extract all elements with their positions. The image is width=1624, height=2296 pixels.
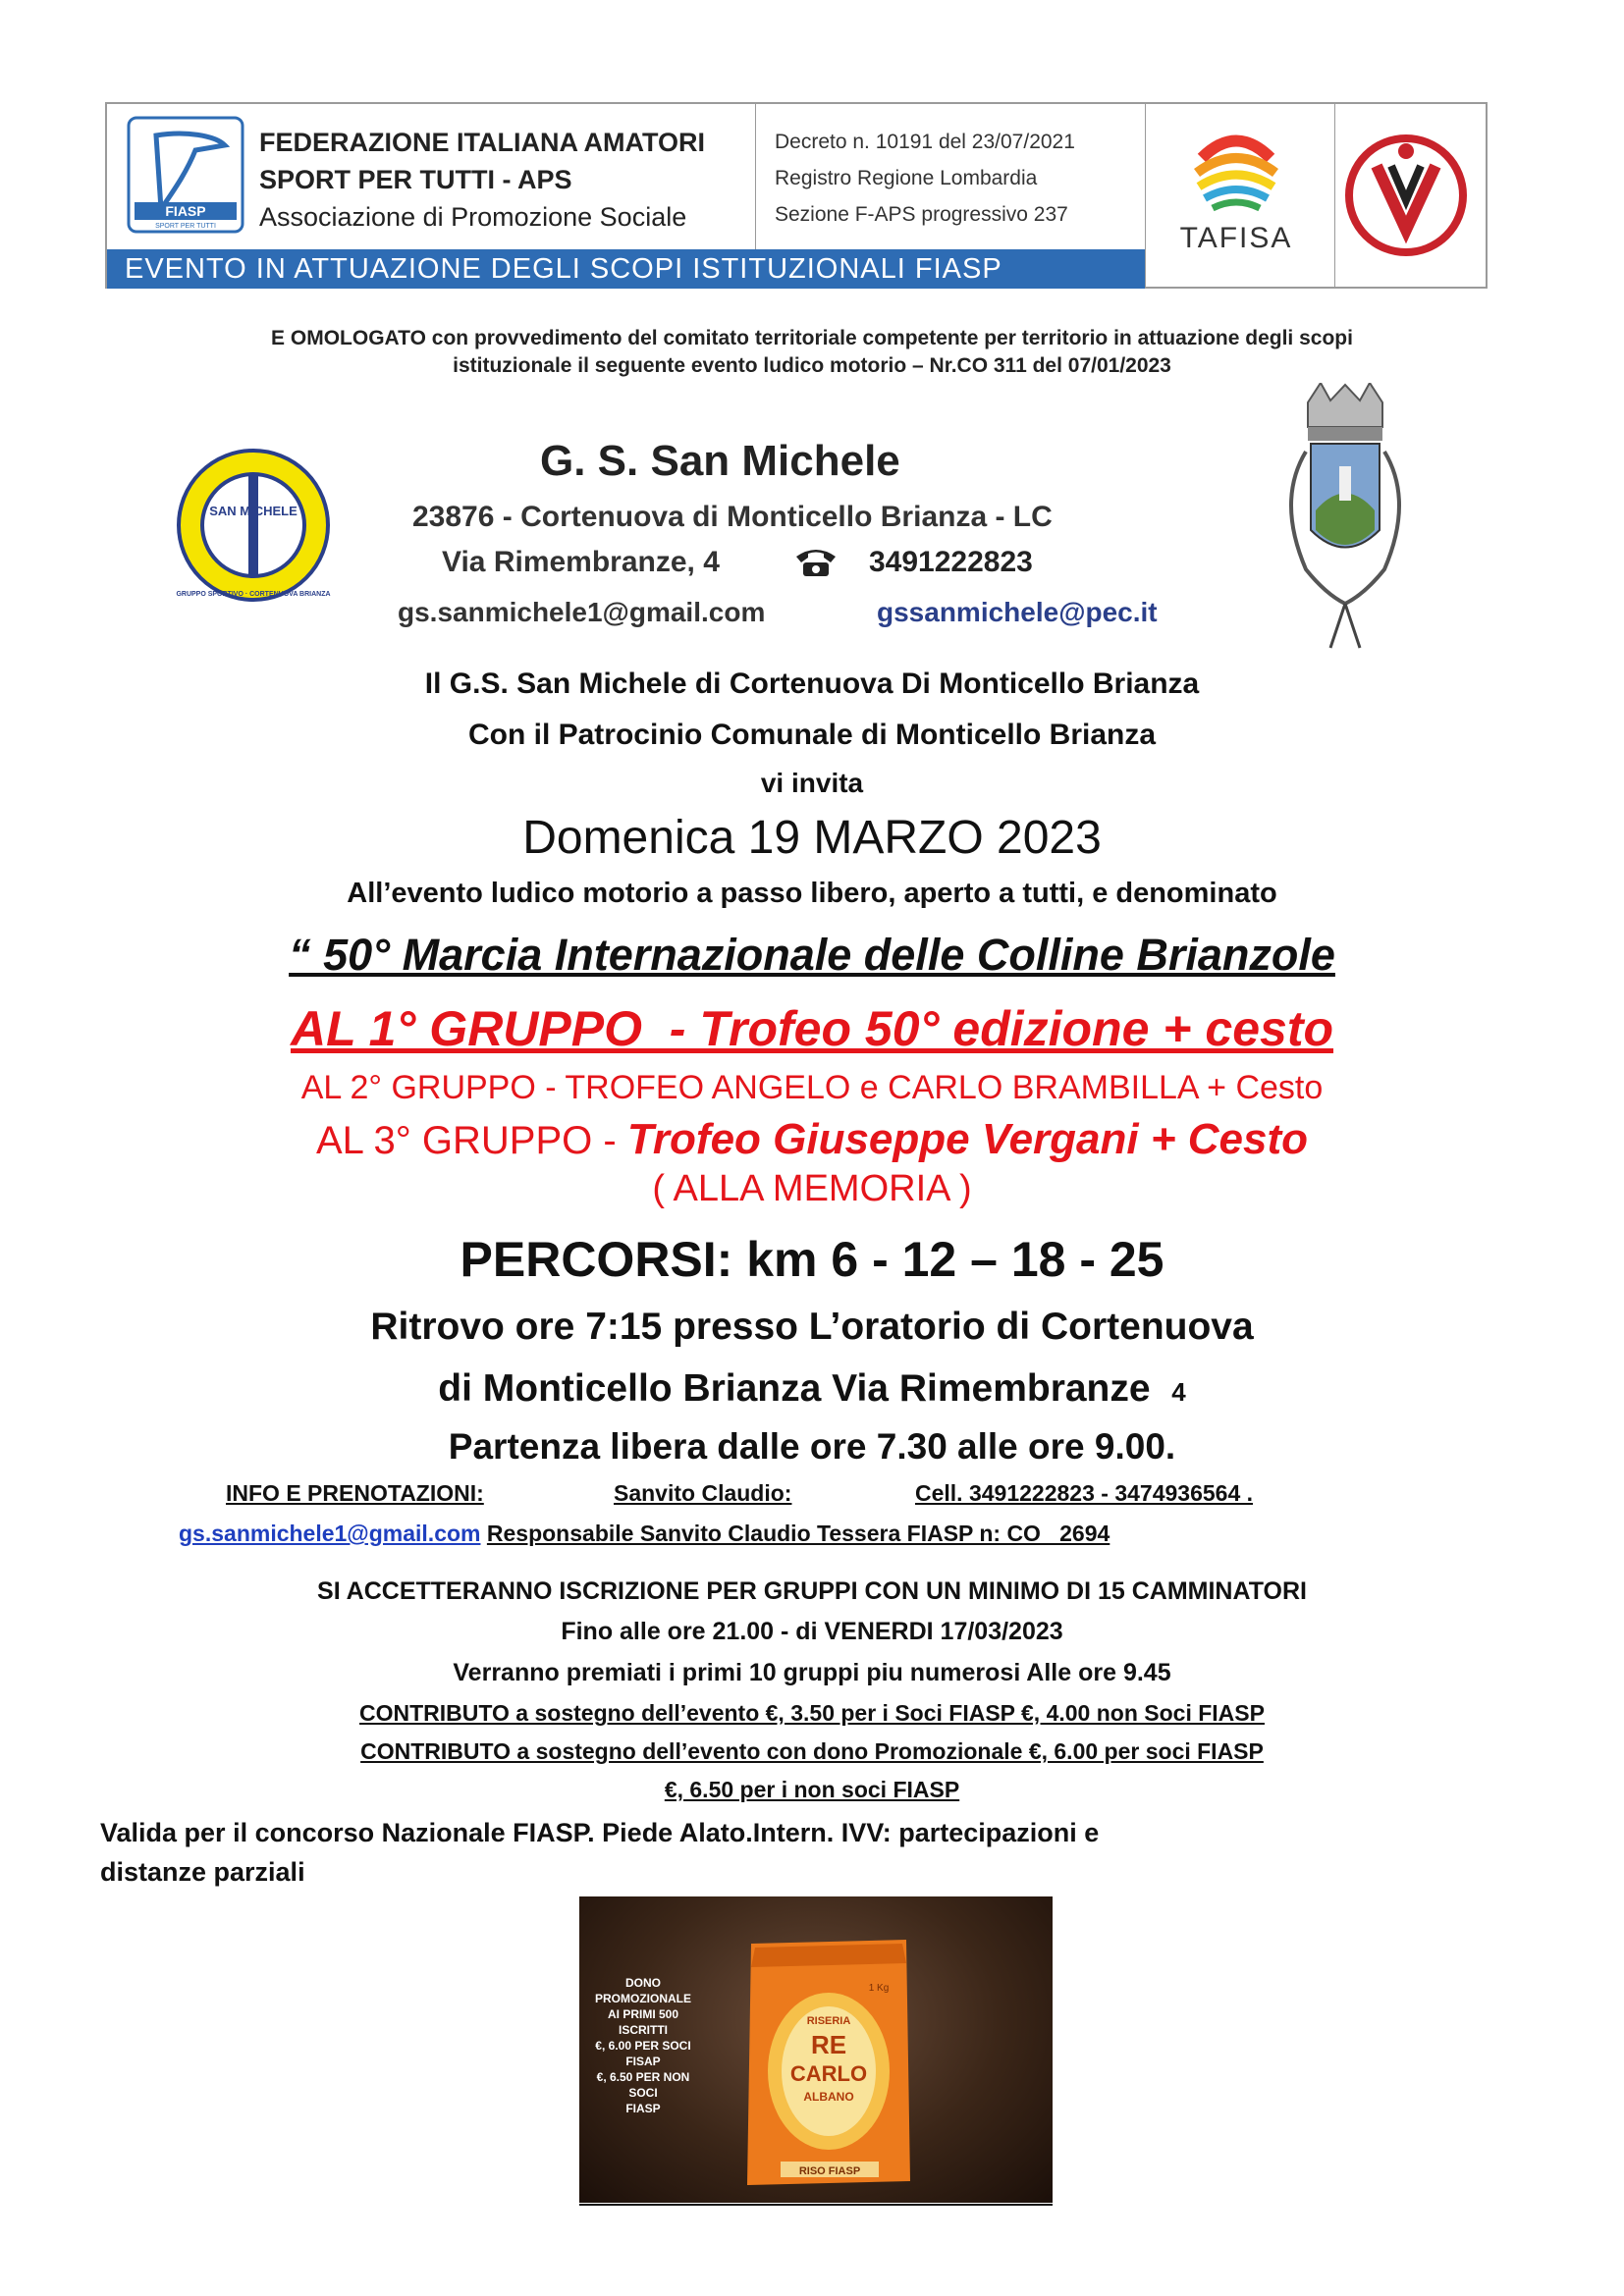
decree-line-3: Sezione F-APS progressivo 237 — [775, 203, 1068, 226]
svg-text:ALBANO: ALBANO — [803, 2090, 854, 2104]
promo-text-line: AI PRIMI 500 ISCRITTI — [607, 2007, 679, 2037]
omologato-line-2: istituzionale il seguente evento ludico motorio – Nr.CO 311 del 07/01/2023 — [453, 354, 1171, 377]
svg-text:1 Kg: 1 Kg — [868, 1983, 890, 1994]
svg-text:RISERIA: RISERIA — [806, 2015, 851, 2027]
memoria-note: ( ALLA MEMORIA ) — [652, 1168, 972, 1209]
meeting-point: Ritrovo ore 7:15 presso L’oratorio di Cortenuova — [370, 1306, 1254, 1348]
header-banner — [105, 102, 1488, 289]
event-date: Domenica 19 MARZO 2023 — [522, 812, 1102, 864]
promo-text-line: FISAP — [625, 2055, 661, 2068]
decree-line-1: Decreto n. 10191 del 23/07/2021 — [775, 131, 1075, 153]
promo-photo-text — [584, 1975, 702, 2116]
club-pec[interactable]: gssanmichele@pec.it — [877, 597, 1158, 627]
municipal-coat-of-arms — [1267, 383, 1424, 658]
groups-notice: SI ACCETTERANNO ISCRIZIONE PER GRUPPI CON UN MINIMO DI 15 CAMMINATORI — [317, 1577, 1307, 1605]
svg-text:CARLO: CARLO — [789, 2061, 868, 2086]
route-distances: PERCORSI: km 6 - 12 – 18 - 25 — [460, 1232, 1164, 1287]
registration-deadline: Fino alle ore 21.00 - di VENERDI 17/03/2023 — [561, 1618, 1063, 1645]
promo-text-line: €, 6.00 PER SOCI — [595, 2039, 691, 2053]
info-cell: Cell. 3491222823 - 3474936564 . — [915, 1480, 1254, 1506]
decree-info — [775, 124, 1075, 233]
club-title: G. S. San Michele — [540, 437, 900, 485]
invite-line-2: Con il Patrocinio Comunale di Monticello Brianza — [467, 719, 1157, 751]
contribution-2: CONTRIBUTO a sostegno dell’evento con dono Promozionale €, 6.00 per soci FIASP — [360, 1738, 1264, 1764]
federation-name — [259, 124, 705, 236]
tafisa-icon — [1148, 104, 1325, 222]
invite-line-4: All’evento ludico motorio a passo libero, aperto a tutti, e denominato — [347, 878, 1277, 909]
ivv-logo — [1342, 122, 1470, 269]
valid-line-2: distanze parziali — [100, 1857, 305, 1887]
prize-group-1: AL 1° GRUPPO_- Trofeo 50° edizione + cesto — [290, 1001, 1334, 1056]
prize-group-3-trophy: Trofeo Giuseppe Vergani + Cesto — [626, 1115, 1308, 1163]
club-street: Via Rimembranze, 4 — [442, 546, 720, 578]
photo-underline — [579, 2204, 1053, 2206]
invite-line-3: vi invita — [760, 768, 864, 798]
contribution-1: CONTRIBUTO a sostegno dell’evento €, 3.50 per i Soci FIASP €, 4.00 non Soci FIASP — [359, 1700, 1265, 1726]
meeting-address — [0, 1367, 1624, 1411]
prize-ceremony: Verranno premiati i primi 10 gruppi piu numerosi Alle ore 9.45 — [453, 1659, 1171, 1686]
decree-line-2: Registro Regione Lombardia — [775, 167, 1038, 189]
info-contact: Sanvito Claudio: — [614, 1480, 792, 1506]
promo-text-line: PROMOZIONALE — [595, 1992, 691, 2005]
federation-line-1: FEDERAZIONE ITALIANA AMATORI — [259, 128, 705, 157]
contribution-3: €, 6.50 per i non soci FIASP — [664, 1777, 960, 1802]
svg-text:RE: RE — [810, 2030, 847, 2059]
club-email[interactable]: gs.sanmichele1@gmail.com — [398, 597, 766, 627]
federation-line-2: SPORT PER TUTTI - APS — [259, 165, 572, 194]
svg-text:GRUPPO SPORTIVO · CORTENUOVA B: GRUPPO SPORTIVO · CORTENUOVA BRIANZA — [176, 591, 331, 598]
event-name: “ 50° Marcia Internazionale delle Colline Brianzole — [289, 930, 1335, 980]
svg-text:FIASP: FIASP — [165, 203, 206, 219]
svg-text:SAN MICHELE: SAN MICHELE — [209, 504, 298, 518]
prize-group-3-prefix: AL 3° GRUPPO - — [316, 1119, 627, 1162]
promo-photo — [579, 1896, 1053, 2203]
start-time: Partenza libera dalle ore 7.30 alle ore 9.00. — [448, 1426, 1176, 1467]
info-label: INFO E PRENOTAZIONI: — [226, 1480, 484, 1506]
federation-line-3: Associazione di Promozione Sociale — [259, 202, 687, 232]
promo-text-line: €, 6.50 PER NON SOCI — [596, 2070, 690, 2100]
prize-group-2: AL 2° GRUPPO - TROFEO ANGELO e CARLO BRAMBILLA + Cesto — [300, 1069, 1324, 1106]
club-logo — [175, 447, 332, 604]
prize-group-3 — [0, 1115, 1624, 1164]
tafisa-logo — [1148, 104, 1325, 287]
info-email-link[interactable]: gs.sanmichele1@gmail.com — [179, 1521, 481, 1546]
club-phone: 3491222823 — [869, 546, 1033, 578]
promo-text-line: FIASP — [625, 2102, 661, 2115]
invite-line-1: Il G.S. San Michele di Cortenuova Di Monticello Brianza — [424, 667, 1200, 700]
info-line-2 — [179, 1521, 1110, 1547]
svg-text:RISO FIASP: RISO FIASP — [798, 2165, 861, 2177]
promo-text-line: DONO — [625, 1976, 661, 1990]
institutional-banner: EVENTO IN ATTUAZIONE DEGLI SCOPI ISTITUZIONALI FIASP — [107, 249, 1145, 289]
tafisa-label: TAFISA — [1179, 222, 1293, 254]
telephone-icon — [793, 543, 839, 578]
meeting-street-number: 4 — [1171, 1377, 1186, 1407]
svg-text:SPORT PER TUTTI: SPORT PER TUTTI — [155, 223, 216, 230]
omologato-line-1: E OMOLOGATO con provvedimento del comitato territoriale competente per territorio in attuazione degli scopi — [271, 327, 1353, 349]
valid-line-1: Valida per il concorso Nazionale FIASP. Piede Alato.Intern. IVV: partecipazioni e — [100, 1818, 1100, 1847]
club-address: 23876 - Cortenuova di Monticello Brianza - LC — [412, 501, 1053, 533]
meeting-street: di Monticello Brianza Via Rimembranze — [438, 1367, 1151, 1410]
rice-bag-image — [741, 1934, 916, 2191]
info-responsabile: Responsabile Sanvito Claudio Tessera FIASP n: CO_ 2694 — [486, 1521, 1110, 1546]
fiasp-logo — [127, 116, 244, 234]
